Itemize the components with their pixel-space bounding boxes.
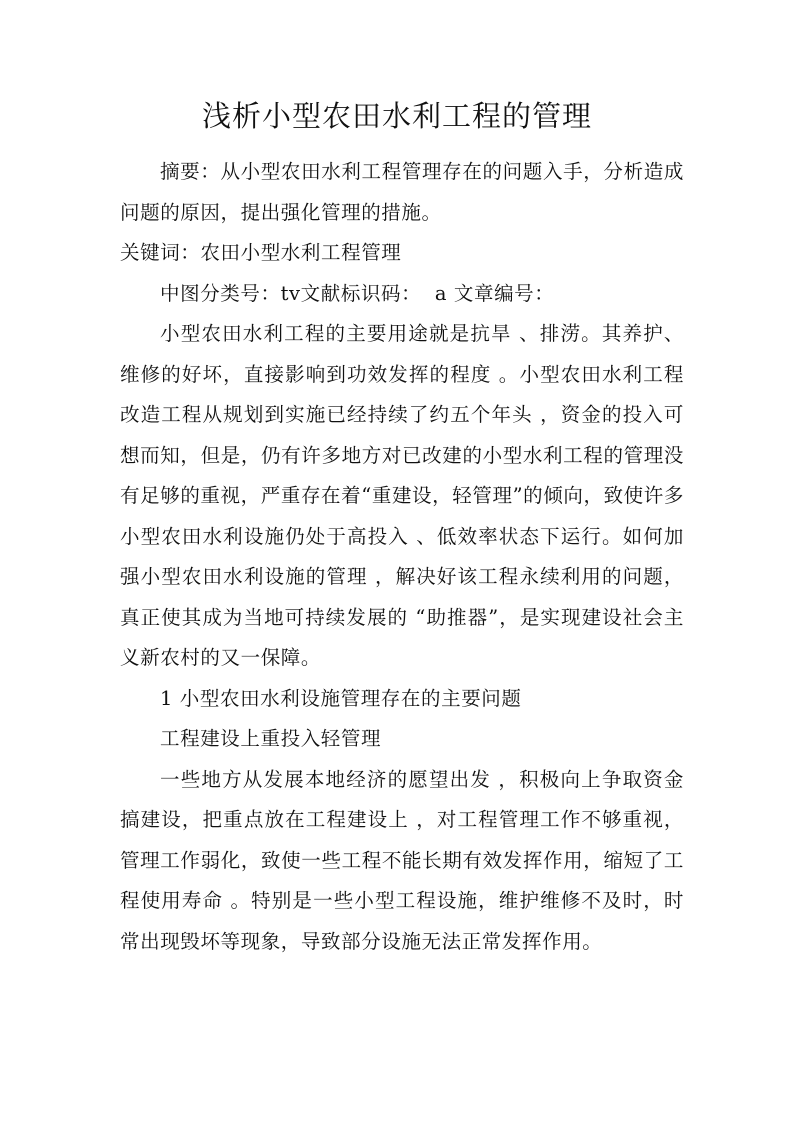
document-title: 浅析小型农田水利工程的管理: [201, 99, 592, 133]
subsection-heading: 工程建设上重投入轻管理: [160, 727, 382, 750]
document-body: [120, 152, 684, 962]
intro-paragraph: 小型农田水利工程的主要用途就是抗旱 、排涝。其养护、维修的好坏，直接影响到功效发挥的程度 。小型农田水利工程改造工程从规划到实施已经持续了约五个年头 ，资金的投入可想而知，但是，仍有许多地方对已改建的小型水利工程的管理没有足够的重视，严重存在着“重建设，轻管理”的倾向，致使许多小型农田水利设施仍处于高投入 、低效率状态下运行。如何加强小型农田水利设施的管理 ，解决好该工程永续利用的问题，真正使其成为当地可持续发展的 “助推器”，是实现建设社会主义新农村的又一保障。: [120, 322, 684, 669]
section-paragraph: 一些地方从发展本地经济的愿望出发 ，积极向上争取资金搞建设，把重点放在工程建设上 ，对工程管理工作不够重视，管理工作弱化，致使一些工程不能长期有效发挥作用，缩短了工程使用寿命 。特别是一些小型工程设施，维护维修不及时，时常出现毁坏等现象，导致部分设施无法正常发挥作用。: [120, 767, 684, 953]
section-heading: 1 小型农田水利设施管理存在的主要问题: [160, 686, 522, 710]
abstract-paragraph: 摘要：从小型农田水利工程管理存在的问题入手，分析造成问题的原因，提出强化管理的措施。: [120, 160, 684, 224]
keywords-line: 关键词：农田小型水利工程管理: [120, 241, 402, 264]
classification-line: 中图分类号：tv文献标识码： a 文章编号：: [160, 281, 555, 305]
